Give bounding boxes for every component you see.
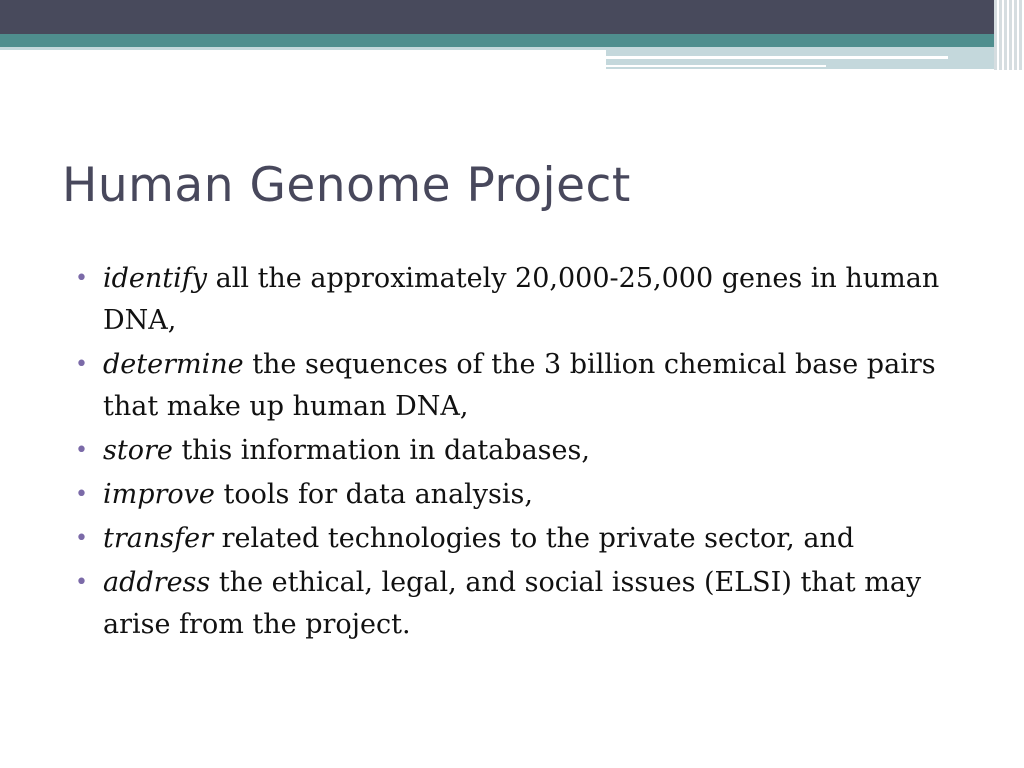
bullet-verb: address <box>103 567 211 598</box>
header-band-dark <box>0 0 1024 34</box>
bullet-text: related technologies to the private sector, and <box>212 523 855 554</box>
list-item <box>73 518 943 560</box>
list-item <box>73 474 943 516</box>
bullet-verb: identify <box>103 263 208 294</box>
bullet-icon: • <box>75 438 88 463</box>
bullet-icon: • <box>75 570 88 595</box>
bullet-icon: • <box>75 266 88 291</box>
bullet-text: the sequences of the 3 billion chemical base pairs that make up human DNA, <box>103 349 936 422</box>
list-item <box>73 258 943 342</box>
header-band-light <box>0 47 608 50</box>
bullet-text: this information in databases, <box>172 435 590 466</box>
header-accent-line <box>606 65 826 67</box>
bullet-verb: store <box>103 435 173 466</box>
list-item <box>73 344 943 428</box>
header-band-teal <box>0 34 1024 47</box>
bullet-icon: • <box>75 482 88 507</box>
list-item <box>73 562 943 646</box>
bullet-verb: improve <box>103 479 215 510</box>
header-accent-line <box>606 56 948 59</box>
bullet-icon: • <box>75 352 88 377</box>
slide-title: Human Genome Project <box>62 158 631 213</box>
list-item <box>73 430 943 472</box>
bullet-text: the ethical, legal, and social issues (ELSI) that may arise from the project. <box>103 567 922 640</box>
bullet-verb: determine <box>103 349 244 380</box>
bullet-icon: • <box>75 526 88 551</box>
bullet-text: all the approximately 20,000-25,000 genes in human DNA, <box>103 263 940 336</box>
bullet-list <box>73 258 943 648</box>
bullet-text: tools for data analysis, <box>214 479 533 510</box>
corner-stripes-decoration <box>994 0 1024 70</box>
bullet-verb: transfer <box>103 523 213 554</box>
